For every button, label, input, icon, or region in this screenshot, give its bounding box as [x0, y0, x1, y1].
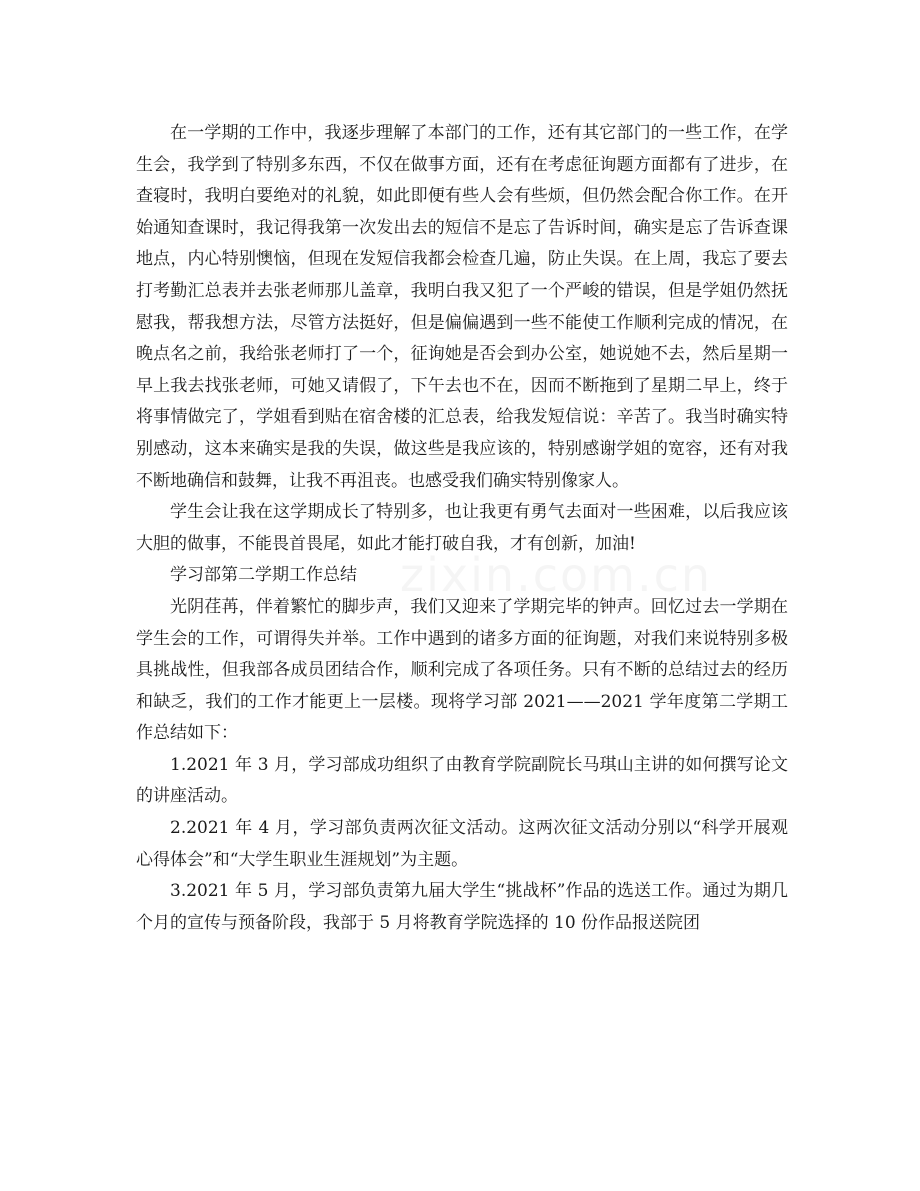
- list-item-march: 1.2021 年 3 月，学习部成功组织了由教育学院副院长马琪山主讲的如何撰写论文的讲座活动。: [136, 754, 788, 807]
- paragraph-work-reflection: 在一学期的工作中，我逐步理解了本部门的工作，还有其它部门的一些工作，在学生会，我学到了特别多东西，不仅在做事方面，还有在考虑征询题方面都有了进步，在查寝时，我明白要绝对的礼貌，如此即便有些人会有些烦，但仍然会配合你工作。在开始通知查课时，我记得我第一次发出去的短信不是忘了告诉时间，确实是忘了告诉查课地点，内心特别懊恼，但现在发短信我都会检查几遍，防止失误。在上周，我忘了要去打考勤汇总表并去张老师那儿盖章，我明白我又犯了一个严峻的错误，但是学姐仍然抚慰我，帮我想方法，尽管方法挺好，但是偏偏遇到一些不能使工作顺利完成的情况，在晚点名之前，我给张老师打了一个，征询她是否会到办公室，她说她不去，然后星期一早上我去找张老师，可她又请假了，下午去也不在，因而不断拖到了星期二早上，终于将事情做完了，学姐看到贴在宿舍楼的汇总表，给我发短信说：辛苦了。我当时确实特别感动，这本来确实是我的失误，做这些是我应该的，特别感谢学姐的宽容，还有对我不断地确信和鼓舞，让我不再沮丧。也感受我们确实特别像家人。: [136, 123, 788, 491]
- document-body: [136, 118, 788, 939]
- paragraph-summary-intro: 光阴荏苒，伴着繁忙的脚步声，我们又迎来了学期完毕的钟声。回忆过去一学期在学生会的工作，可谓得失并举。工作中遇到的诸多方面的征询题，对我们来说特别多极具挑战性，但我部各成员团结合作，顺利完成了各项任务。只有不断的总结过去的经历和缺乏，我们的工作才能更上一层楼。现将学习部 2021——2021 学年度第二学期工作总结如下：: [136, 596, 788, 744]
- paragraph-growth: 学生会让我在这学期成长了特别多，也让我更有勇气去面对一些困难，以后我应该大胆的做事，不能畏首畏尾，如此才能打破自我，才有创新，加油!: [136, 502, 788, 554]
- section-heading: 学习部第二学期工作总结: [170, 565, 357, 586]
- list-item-april: 2.2021 年 4 月，学习部负责两次征文活动。这两次征文活动分别以“科学开展观心得体会”和“大学生职业生涯规划”为主题。: [136, 818, 788, 870]
- list-item-may: 3.2021 年 5 月，学习部负责第九届大学生“挑战杯”作品的选送工作。通过为期几个月的宣传与预备阶段，我部于 5 月将教育学院选择的 10 份作品报送院团: [136, 881, 788, 933]
- watermark: zixin.com.cn: [400, 548, 713, 602]
